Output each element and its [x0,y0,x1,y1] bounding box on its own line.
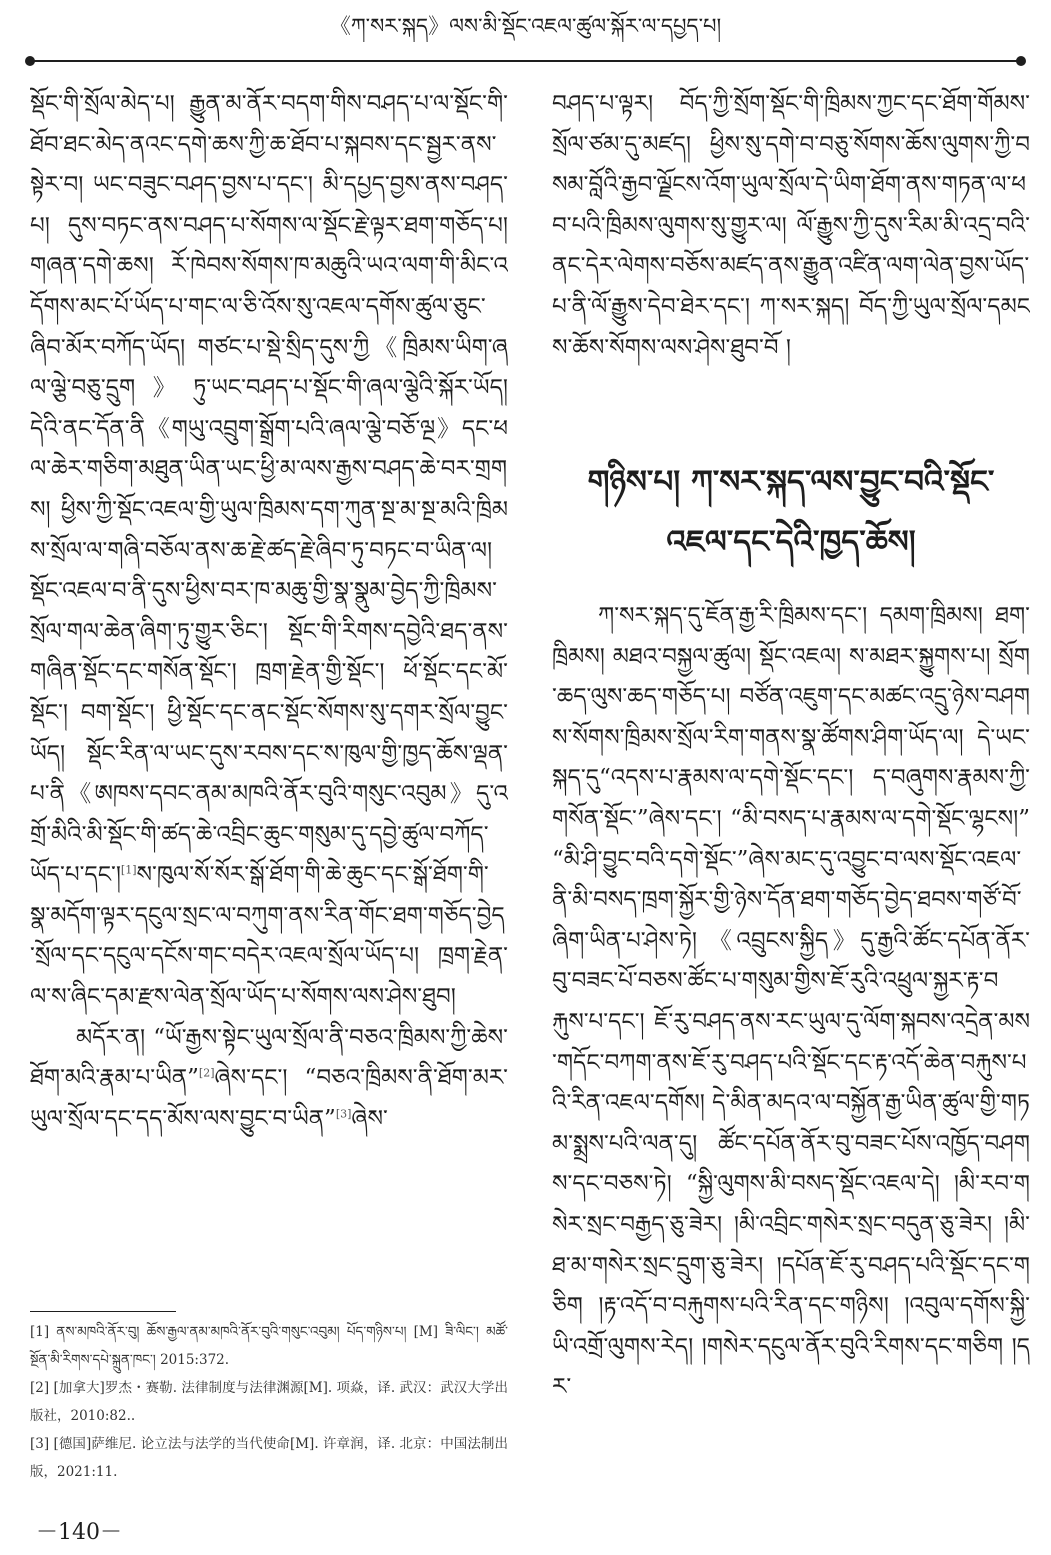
footnote-ref-3[interactable]: [3] [335,1107,352,1121]
left-paragraph-2-end: ཞེས་ [351,1105,388,1132]
footnote-2: [2] [加拿大]罗杰・赛勒. 法律制度与法律渊源[M]. 项焱，译. 武汉：武汉大学出版社，2010:82.. [30,1380,508,1424]
quote-2: ཞེས་དང་། “བཅའ་ཁྲིམས་ནི་ཐོག་མར་ཡུལ་སྲོལ་དང་དད་མོས་ལས་བྱུང་བ་ཡིན” [30,1065,508,1132]
section-heading-line-2: འཇལ་དང་དེའི་ཁྱད་ཆོས། [666,524,916,560]
right-paragraph-2: ཀ་སར་སྐད་དུ་ཇོན་རྒྱ་རི་ཁྲིམས་དང་། དམག་ཁྲིམས། ཐག་ཁྲིམས། མཐའ་བསྐྱལ་ཚུལ། སྡོང་འཇལ། ས་མཐར་སྐྱུགས་པ། སྲོག་ཆད་ལུས་ཆད་གཅོད་པ། བཙོན་འཇུག་དང་མཚང་འདྲུ་ཉེས་བཤགས་སོགས་ཁྲིམས་སྲོལ་རིག་གནས་སྣ་ཚོགས་ཤིག་ཡོད་ལ། དེ་ཡང་སྐད་དུ“འདས་པ་རྣམས་ལ་དགེ་སྡོང་དང་། ད་བཞུགས་རྣམས་ཀྱི་གསོན་སྡོང་”ཞེས་དང་། “མི་བསད་པ་རྣམས་ལ་དགེ་སྡོང་ལྷངས།” “མི་ཤི་བྱུང་བའི་དགེ་སྡོང་”ཞེས་མང་དུ་འབྱུང་བ་ལས་སྡོང་འཇལ་ནི་མི་བསད་ཁྲག་སྐྱོར་གྱི་ཉེས་དོན་ཐག་གཅོད་བྱེད་ཐབས་གཙོ་བོ་ཞིག་ཡིན་པ་ཤེས་ཏེ། 《འབྲུངས་སྐྱིད》དུ་རྒྱའི་ཚོང་དཔོན་ནོར་བུ་བཟང་པོ་བཅས་ཚོང་པ་གསུམ་གྱིས་ཇོ་རུའི་འཕྲུལ་སྐྱར་རྟ་བརྐུས་པ་དང་། ཇོ་རུ་བཤད་ནས་རང་ཡུལ་དུ་ལོག་སྐབས་འདྲེན་མས་གདོང་བཀག་ནས་ཇོ་རུ་བཤད་པའི་སྡོང་དང་རྟ་འདོ་ཆེན་བརྐུས་པའི་རིན་འཇལ་དགོས། དེ་མིན་མདའ་ལ་བསྐྱོན་རྒྱ་ཡིན་ཚུལ་གྱི་གཏམ་སྨྲས་པའི་ལན་དུ། ཚོང་དཔོན་ནོར་བུ་བཟང་པོས་འཁྱོད་བཤགས་དང་བཅས་ཏེ། “སྐྱི་ལུགས་མི་བསད་སྡོང་འཇལ་དེ། །མི་རབ་གསེར་སྲང་བརྒྱད་ཅུ་ཟེར། །མི་འབྲིང་གསེར་སྲང་བདུན་ཅུ་ཟེར། །མི་ཐ་མ་གསེར་སྲང་དྲུག་ཅུ་ཟེར། །དཔོན་ཇོ་རུ་བཤད་པའི་སྡོང་དང་གཅིག །རྟ་འདོ་བ་བརྐུགས་པའི་རིན་དང་གཉིས། །འབུལ་དགོས་སྐྱི་ཡི་འགྲོ་ལུགས་རེད། །གསེར་དངུལ་ནོར་བུའི་རིགས་དང་གཅིག །དར་ [552,603,1030,1401]
footnote-separator [30,1311,176,1312]
section-heading-line-1: གཉིས་པ། ཀ་སར་སྐད་ལས་བྱུང་བའི་སྡོང་ [587,464,995,500]
page-number: －140－ [36,1520,122,1545]
footnote-3: [3] [德国]萨维尼. 论立法与法学的当代使命[M]. 许章润，译. 北京：中国法制出版，2021:11. [30,1436,508,1480]
header-rule [30,60,1022,62]
left-paragraph-1-text: སྡོང་གི་སྲོལ་མེད་པ། རྒྱུན་མ་ནོར་བདག་གིས་བཤད་པ་ལ་སྡོང་གི་ཐོབ་ཐང་མེད་ནའང་དགེ་ཆས་ཀྱི་ཆ་ཐོབ་པ་སྐབས་དང་སྦྱར་ནས་སྟེར་བ། ཡང་བཟུང་བཤད་བྱས་པ་དང་། མི་དཔྱད་བྱས་ནས་བཤད་པ། དུས་བཏང་ནས་བཤད་པ་སོགས་ལ་སྡོང་རྗེ་ལྟར་ཐག་གཅོད་པ། གཞན་དགེ་ཆས། རོ་ཁེབས་སོགས་ཁ་མཆུའི་ཡའ་ལག་གི་མིང་འདོགས་མང་པོ་ཡོད་པ་གང་ལ་ཅི་འོས་སུ་འཇལ་དགོས་ཚུལ་ཅུང་ཞིབ་མོར་བཀོད་ཡོད། གཙང་པ་སྡེ་སྲིད་དུས་ཀྱི《ཁྲིམས་ཡིག་ཞལ་ལྕེ་བཅུ་དྲུག》ཏུ་ཡང་བཤད་པ་སྡོང་གི་ཞལ་ལྕེའི་སྐོར་ཡོད། དེའི་ནང་དོན་ནི《གཡུ་འབྲུག་སྒྲོག་པའི་ཞལ་ལྕེ་བཅོ་ལྔ》དང་ཕལ་ཆེར་གཅིག་མཐུན་ཡིན་ཡང་ཕྱི་མ་ལས་རྒྱས་བཤད་ཆེ་བར་གྲགས། ཕྱིས་ཀྱི་སྡོང་འཇལ་གྱི་ཡུལ་ཁྲིམས་དག་ཀུན་སྔ་མ་སྔ་མའི་ཁྲིམས་སྲོལ་ལ་གཞི་བཅོལ་ནས་ཆ་རྗེ་ཚད་རྗེ་ཞིབ་ཏུ་བཏང་བ་ཡིན་ལ། སྡོང་འཇལ་བ་ནི་དུས་ཕྱིས་བར་ཁ་མཆུ་གྱི་སྣ་སྣུམ་བྱེད་ཀྱི་ཁྲིམས་སྲོལ་གལ་ཆེན་ཞིག་ཏུ་གྱུར་ཅིང་། སྡོང་གི་རིགས་དབྱེའི་ཐད་ནས་གཞིན་སྡོང་དང་གསོན་སྡོང་། ཁྲག་རྗེན་གྱི་སྡོང་། ཕོ་སྡོང་དང་མོ་སྡོང་། བག་སྡོང་། ཕྱི་སྡོང་དང་ནང་སྡོང་སོགས་སུ་དགར་སྲོལ་བྱུང་ཡོད། སྡོང་རིན་ལ་ཡང་དུས་རབས་དང་ས་ཁུལ་གྱི་ཁྱད་ཆོས་ལྡན་པ་ནི《ཨཁས་དབང་ནམ་མཁའི་ནོར་བུའི་གསུང་འབུམ》དུ་འགྲོ་མིའི་མི་སྡོང་གི་ཚད་ཆེ་འབྲིང་ཆུང་གསུམ་དུ་དབྱེ་ཚུལ་བཀོད་ཡོད་པ་དང་། [30,91,508,889]
left-paragraph-1 [30,84,508,1018]
right-paragraph-1: བཤད་པ་ལྟར། བོད་ཀྱི་སྲོག་སྡོང་གི་ཁྲིམས་ཀྱང་དང་ཐོག་གོམས་སྲོལ་ཙམ་དུ་མཛད། ཕྱིས་སུ་དགེ་བ་བཅུ་སོགས་ཆོས་ལུགས་ཀྱི་བསམ་བློའི་རྒྱབ་ལྗོངས་འོག་ཡུལ་སྲོལ་དེ་ཡིག་ཐོག་ནས་གཏན་ལ་ཕབ་པའི་ཁྲིམས་ལུགས་སུ་གྱུར་ལ། ལོ་རྒྱུས་ཀྱི་དུས་རིམ་མི་འདྲ་བའི་ནང་དེར་ལེགས་བཅོས་མཛད་ནས་རྒྱུན་འཛིན་ལག་ལེན་བྱས་ཡོད་པ་ནི་ལོ་རྒྱུས་དེབ་ཐེར་དང་། ཀ་སར་སྐད། བོད་ཀྱི་ཡུལ་སྲོལ་དམངས་ཆོས་སོགས་ལས་ཤེས་ཐུབ་བོ ། [552,91,1030,361]
footnotes [30,1318,508,1486]
footnote-ref-2[interactable]: [2] [198,1066,215,1080]
header-rule-dot-right [1016,56,1026,66]
footnote-1: [1] ནས་མཁའི་ནོར་བུ། ཆོས་རྒྱལ་ནམ་མཁའི་ནོར་བུའི་གསུང་འབུམ། པོད་གཉིས་པ། [M] ཟི་ལིང་། མཚོ་སྔོན་མི་རིགས་དཔེ་སྐྲུན་ཁང་། 2015:372. [30,1324,508,1368]
section-heading [552,452,1030,572]
left-paragraph-1-cont: ས་ཁུལ་སོ་སོར་སྒོ་ཐོག་གི་ཆེ་ཆུང་དང་སྒོ་ཐོག་གི་སྣ་མདོག་ལྟར་དངུལ་སྲང་ལ་བཀུག་ནས་རིན་གོང་ཐག་གཅོད་བྱེད་སྲོལ་དང་དངུལ་དངོས་གང་བདེར་འཇལ་སྲོལ་ཡོད་པ། ཁྲག་རྗེན་ལ་ས་ཞིང་དམ་རྫས་ལེན་སྲོལ་ཡོད་པ་སོགས་ལས་ཤེས་ཐུབ། [30,862,508,1011]
running-header: 《ཀ་སར་སྐད》ལས་མི་སྡོང་འཇལ་ཚུལ་སྐོར་ལ་དཔྱད་པ། [329,14,722,38]
left-column [30,84,508,1269]
quote-1: མདོར་ན། “ཡོ་རྒྱས་སྟེང་ཡུལ་སྲོལ་ནི་བཅའ་ཁྲིམས་ཀྱི་ཆེས་ཐོག་མའི་རྣམ་པ་ཡིན” [30,1024,508,1092]
right-column-bottom [552,596,1030,1496]
right-column-top [552,84,1030,429]
left-paragraph-2 [30,1018,508,1140]
footnote-ref-1[interactable]: [1] [120,863,137,877]
